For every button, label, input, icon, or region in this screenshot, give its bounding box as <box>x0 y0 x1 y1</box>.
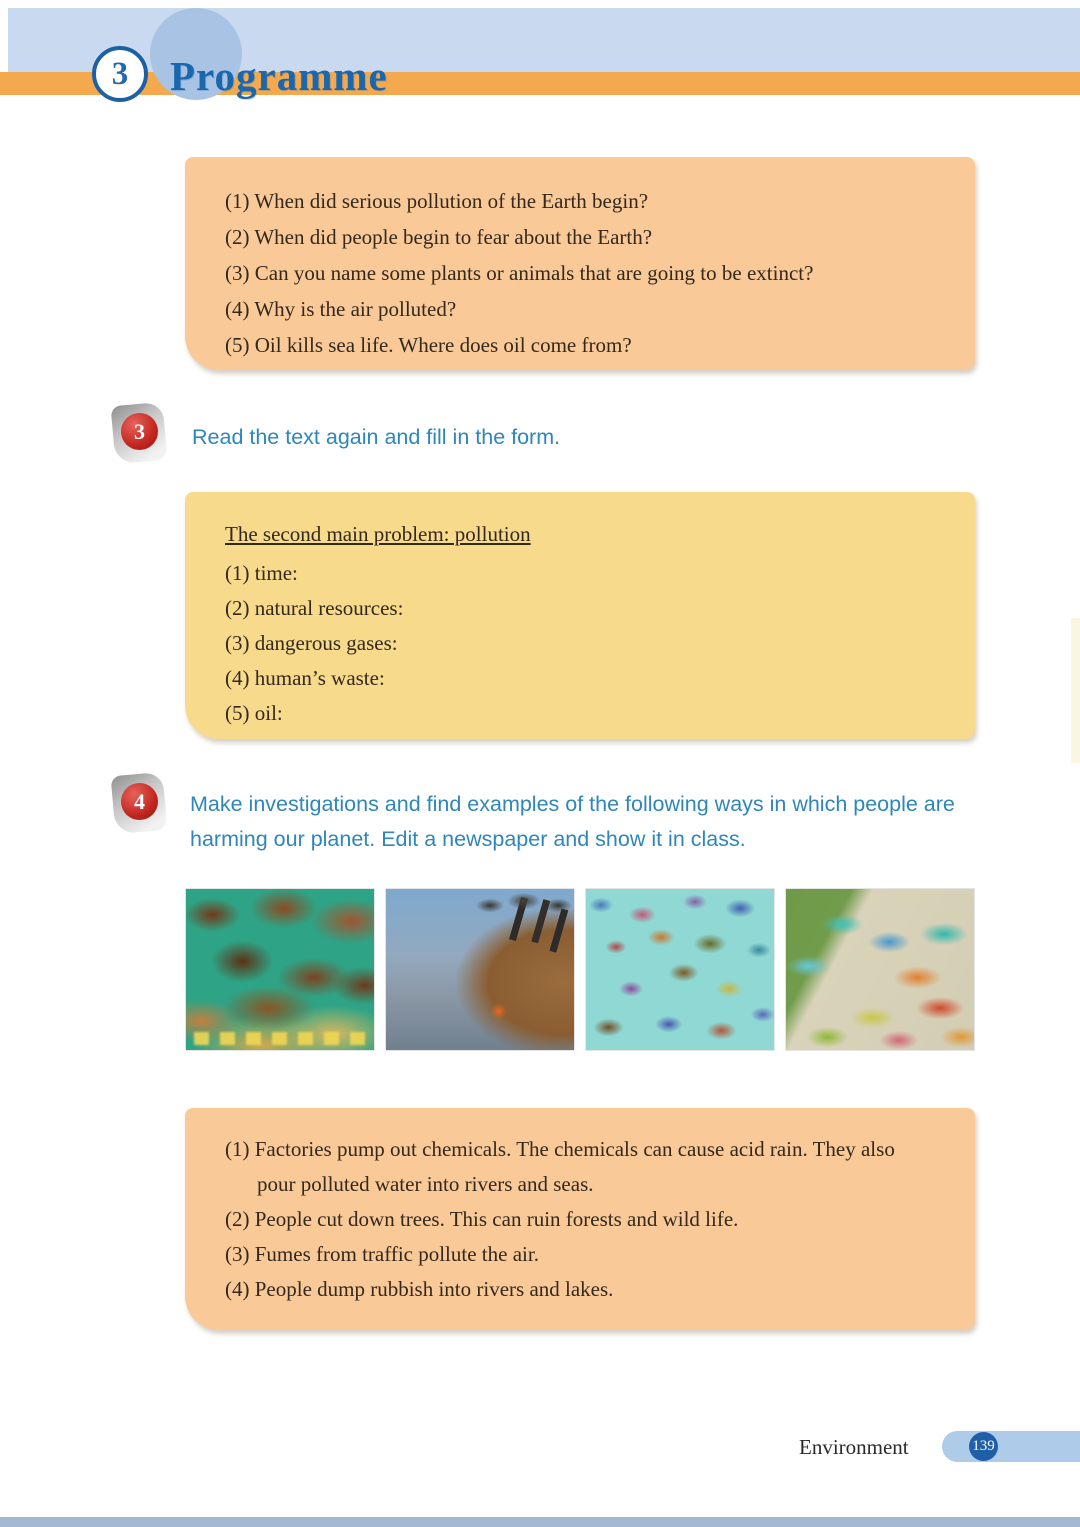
smoke-icon <box>472 889 572 919</box>
page-number: 139 <box>972 1438 995 1454</box>
form-item: (5) oil: <box>225 701 283 725</box>
fact-item: (1) Factories pump out chemicals. The chemicals can cause acid rain. They also pour polluted water into rivers and seas. <box>225 1137 895 1196</box>
footer-page-pill <box>942 1431 1080 1462</box>
form-item: (1) time: <box>225 561 298 585</box>
bottom-edge-bar <box>0 1517 1080 1527</box>
form-item: (4) human’s waste: <box>225 666 385 690</box>
activity-3-number: 3 <box>121 413 158 450</box>
question-item: (5) Oil kills sea life. Where does oil come from? <box>225 333 632 357</box>
fact-item: (2) People cut down trees. This can ruin forests and wild life. <box>225 1207 739 1231</box>
form-item: (2) natural resources: <box>225 596 404 620</box>
page-number-badge <box>969 1432 998 1461</box>
page-title: Programme <box>170 53 388 99</box>
activity-4-badge <box>113 774 177 838</box>
fact-item: (4) People dump rubbish into rivers and lakes. <box>225 1277 614 1301</box>
photo-traffic-jam-on-road <box>785 888 975 1051</box>
activity-4-number: 4 <box>121 783 158 820</box>
form-box <box>185 492 975 739</box>
fact-item: (3) Fumes from traffic pollute the air. <box>225 1242 539 1266</box>
question-item: (1) When did serious pollution of the Earth begin? <box>225 189 649 213</box>
photo-watermark-text <box>194 1032 366 1045</box>
question-item: (2) When did people begin to fear about the Earth? <box>225 225 653 249</box>
unit-number-badge <box>92 46 148 102</box>
activity-3-instruction: Read the text again and fill in the form. <box>192 425 561 449</box>
form-box-title: The second main problem: pollution <box>225 522 531 546</box>
pollution-photo-strip <box>185 888 975 1051</box>
questions-box <box>185 157 975 370</box>
form-item: (3) dangerous gases: <box>225 631 398 655</box>
activity-4-instruction: Make investigations and find examples of the following ways in which people are harming our planet. Edit a newspaper and show it in class. <box>190 792 955 851</box>
photo-rubbish-on-polluted-shore <box>185 888 375 1051</box>
question-item: (3) Can you name some plants or animals that are going to be extinct? <box>225 261 814 285</box>
photo-factory-chimneys-smoke-over-hill <box>385 888 575 1051</box>
activity-3-badge <box>113 404 177 468</box>
footer-section-label: Environment <box>799 1435 909 1459</box>
unit-number: 3 <box>111 55 129 92</box>
right-edge-strip <box>1071 618 1080 763</box>
facts-box <box>185 1108 975 1330</box>
photo-rubbish-floating-in-water <box>585 888 775 1051</box>
question-item: (4) Why is the air polluted? <box>225 297 457 321</box>
